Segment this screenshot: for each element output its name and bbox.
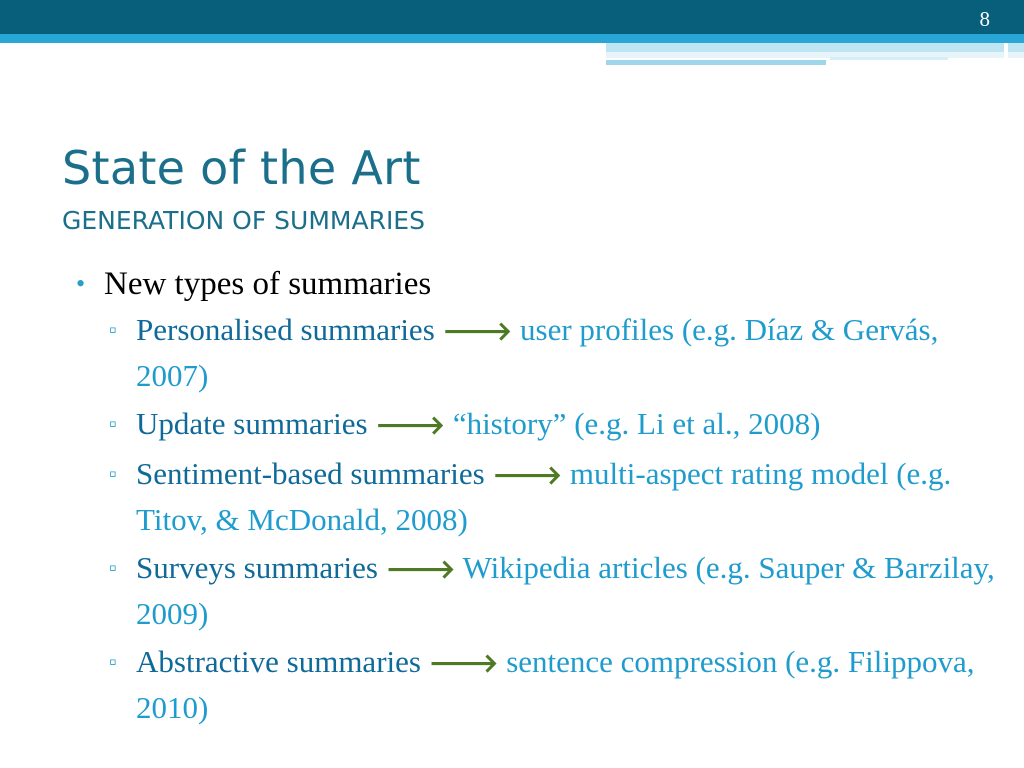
summary-type: Abstractive summaries <box>136 644 421 679</box>
summary-reference: multi-aspect rating model (e.g. Titov, & McDonald, 2008) <box>136 456 952 537</box>
square-bullet-icon: ▫ <box>109 461 117 486</box>
header-decor-strip <box>606 43 1024 52</box>
square-bullet-icon: ▫ <box>109 317 117 342</box>
arrow-right-icon: 🡒 <box>492 461 563 491</box>
sub-bullet-item <box>109 546 1016 636</box>
summary-type: Sentiment-based summaries <box>136 456 485 491</box>
bullet-item <box>76 262 1016 306</box>
header-accent-band <box>0 34 1024 43</box>
bullet-dot-icon: • <box>76 269 86 298</box>
summary-reference: Wikipedia articles (e.g. Sauper & Barzilay, 2009) <box>136 550 995 631</box>
slide-content <box>76 262 1016 730</box>
header-band <box>0 0 1024 34</box>
square-bullet-icon: ▫ <box>109 411 117 436</box>
header-decor-strip <box>606 60 826 65</box>
header-decor-notch <box>1004 43 1008 69</box>
arrow-right-icon: 🡒 <box>428 649 499 679</box>
sub-bullet-item <box>109 402 1016 448</box>
header-decor-strip <box>606 52 1024 58</box>
bullet-text: New types of summaries <box>104 266 432 302</box>
summary-reference: sentence compression (e.g. Filippova, 2010) <box>136 644 975 725</box>
sub-bullet-item <box>109 308 1016 398</box>
header-decor-strip <box>830 57 948 60</box>
slide-subtitle: GENERATION OF SUMMARIES <box>62 206 425 235</box>
sub-bullet-item <box>109 452 1016 542</box>
arrow-right-icon: 🡒 <box>375 411 446 441</box>
square-bullet-icon: ▫ <box>109 555 117 580</box>
summary-type: Surveys summaries <box>136 550 378 585</box>
arrow-right-icon: 🡒 <box>442 317 513 347</box>
summary-type: Update summaries <box>136 406 368 441</box>
slide-number: 8 <box>979 7 990 31</box>
slide-title: State of the Art <box>62 141 421 195</box>
square-bullet-icon: ▫ <box>109 649 117 674</box>
summary-type: Personalised summaries <box>136 312 435 347</box>
summary-reference: “history” (e.g. Li et al., 2008) <box>452 406 821 441</box>
summary-reference: user profiles (e.g. Díaz & Gervás, 2007) <box>136 312 939 393</box>
sub-bullet-item <box>109 640 1016 730</box>
arrow-right-icon: 🡒 <box>385 555 456 585</box>
